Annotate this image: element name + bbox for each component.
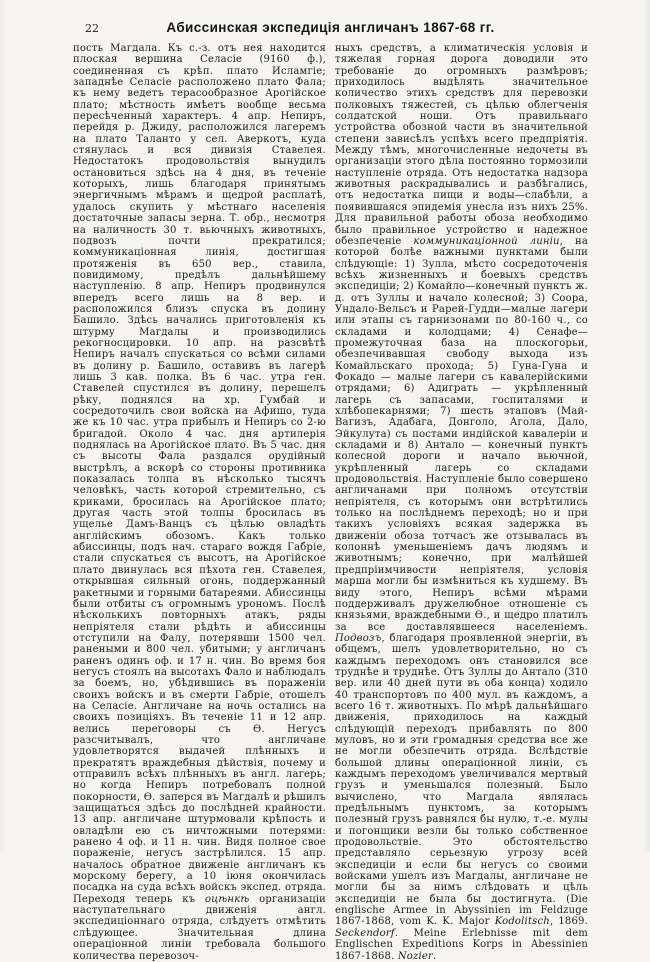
text-columns — [73, 43, 588, 962]
right-column — [335, 43, 588, 962]
text-run: пость Магдала. Къ с.-з. отъ нея находится плоская вершина Селасіе (9160 ф.), соединенная съ крѣп. плато Исламгіе; западнѣе Селасіе расположено плато Фала; къ нему ведетъ терасообразное Арогійское плато; мѣстность имѣетъ вообще весьма пересѣченный характеръ. 4 апр. Непиръ, перейдя р. Джиду, расположился лагеремъ на плато Таланто у сел. Аверкотъ, куда стянулась и вся дивизія Ставелея. Недостатокъ продовольствія вынудилъ остановиться здѣсь на 4 дня, въ теченіе которыхъ, лишь благодаря принятымъ энергичнымъ мѣрамъ и щедрой расплатѣ, удалось скупить у мѣстнаго населенія достаточные запасы зерна. Т. обр., несмотря на наличность 30 т. вьючныхъ животныхъ, подвозъ почти прекратился; коммуникаціонная линія, достигшая протяженія въ 650 вер., ставила, повидимому, предѣлъ дальнѣйшему наступленію. 8 апр. Непиръ продвинулся впередъ всего лишь на 8 вер. и расположился близъ спуска въ долину Башило. Здѣсь начались приготовленія къ штурму Магдалы и производились рекогносцировки. 10 апр. на разсвѣтѣ Непиръ началъ спускаться со всѣми силами въ долину р. Башило, оставивъ въ лагерѣ лишь 3 кав. полка. Въ 6 час. утра ген. Ставелей спустился въ долину, перешелъ рѣку, поднялся на хр. Гумбай и сосредоточилъ свои войска на Афишо, туда же къ 10 час. утра прибылъ и Непиръ со 2-ю бригадой. Около 4 час. дня артилерія поднялась на Арогійское плато. Въ 5 час. дня съ высоты Фала раздался орудійный выстрѣлъ, а вскорѣ со стороны противника показалась толпа въ нѣсколько тысячъ человѣкъ, часть которой стремительно, съ криками, бросилась на Арогійское плато; другая часть этой толпы бросилась въ ущелье Дамъ-Ванцъ съ цѣлью овладѣть англійскимъ обозомъ. Какъ только абиссинцы, подъ нач. стараго вождя Габріе, стали спускаться съ высотъ, на Арогійское плато двинулась вся пѣхота ген. Ставелея, открывшая сильный огонь, поддержанный ракетными и горными батареями. Абиссинцы были отбиты съ огромнымъ урономъ. Послѣ нѣсколькихъ повторныхъ атакъ, ряды непріятеля стали рѣдѣть и абиссинцы отступили на Фалу, потерявши 1500 чел. ранеными и 800 чел. убитыми; у англичанъ раненъ одинъ оф. и 17 н. чин. Во время боя негусъ стоялъ на высотахъ Фало и наблюдалъ за боемъ, но, убѣдившись въ пораженіи своихъ войскъ и въ смерти Габріе, отошелъ на Селасіе. Англичане на ночь остались на своихъ позиціяхъ. Въ теченіе 11 и 12 апр. велись переговоры съ Ѳ. Негусъ разсчитывалъ, что англичане удовлетворятся выдачей плѣнныхъ и прекратятъ враждебныя дѣйствія, почему и отправилъ всѣхъ плѣнныхъ въ англ. лагерь; но когда Непиръ потребовалъ полной покорности, Ѳ. заперся въ Магдалѣ и рѣшилъ защищаться здѣсь до послѣдней крайности. 13 апр. англичане штурмовали крѣпость и овладѣли ею съ ничтожными потерями: ранено 4 оф. и 11 н. чин. Видя полное свое пораженіе, негусъ застрѣлился. 15 апр. началось обратное движеніе англичанъ къ морскому берегу, а 10 іюня окончилась посадка на суда всѣхъ войскъ экспед. отряда. Переходя теперь къ — [73, 43, 326, 905]
text-run-italic: оцѣнкѣ — [204, 893, 250, 905]
text-run: . Meine Erlebnisse mit dem Englischen Expeditions Korps in Abessinien 1867-1868. — [335, 927, 588, 962]
text-run-italic: Kodolitsch — [494, 916, 550, 928]
text-run-italic: Nozier — [397, 950, 433, 962]
text-run-italic: Подвозъ — [335, 632, 382, 644]
text-run: , на которой болѣе важными пунктами были слѣдующіе: 1) Зулла, мѣсто сосредоточенія всѣхъ жизненныхъ и боевыхъ средствъ экспедиціи; 2) Комайло—конечный пунктъ ж. д. отъ Зуллы и начало колесной; 3) Соора, Ундало-Вельсъ и Рарей-Гудди—малые лагери или этапы съ гарнизонами по 80-160 ч., со складами и колодцами; 4) Сенафе—промежуточная база на плоскогорьи, обезпечивавшая свободу выхода изъ Комайльскаго прохода; 5) Гуна-Гуна и Фокадо — малые лагери съ кавалерійскими отрядами; 6) Адиграть — укрѣпленный лагерь съ запасами, госпиталями и хлѣбопекарнями; 7) шесть этаповъ (Май-Вагизъ, Адабага, Донголо, Агола, Дало, Эйкулута) съ постами индійской кавалеріи и складами и 8) Антало — конечный пунктъ колесной дороги и начало вьючной, укрѣпленный лагерь со складами продовольствія. Наступленіе было совершено англичанами при полномъ отсутствіи непріятеля, съ которымъ они встрѣтились только на послѣднемъ переходѣ; но и при такихъ условіяхъ всякая задержка въ движеніи обоза тотчасъ же отзывалась въ колоннѣ уменьшеніемъ дачъ людямъ и животнымъ; конечно, при малѣйшей предпріимчивости непріятеля, условія марша могли бы измѣниться къ худшему. Въ виду этого, Непиръ всѣми мѣрами поддерживалъ дружелюбное отношеніе съ князьями, враждебными Ѳ., и щедро платилъ за все доставлявшееся населеніемъ. — [335, 235, 588, 633]
running-header — [73, 20, 588, 38]
text-run: организаціи наступательнаго движенія англ. экспедиціоннаго отряда, слѣдуетъ отмѣтить слѣдующее. Значительная длина операціонной линіи требовала большого количества перевозоч- — [73, 893, 326, 962]
page-title: Абиссинская экспедиція англичанъ 1867-68 гг. — [166, 20, 495, 35]
text-run: , 1869. — [549, 916, 588, 928]
text-run-italic: коммуникаціонной линіи — [413, 235, 560, 247]
text-run: ныхъ средствъ, а климатическія условія и тяжелая горная дорога доводили это требованіе до огромныхъ размѣровъ; приходилось выдѣлять значительное количество этихъ средствъ для перевозки полковыхъ тяжестей, съ цѣлью облегченія солдатской ноши. Отъ правильнаго устройства обозной части въ значительной степени зависѣлъ успѣхъ всего предпріятія. Между тѣмъ, многочисленные недочеты въ организаціи этого дѣла постоянно тормозили наступленіе отряда. Отъ недостатка надзора животныя раскрадывались и разбѣгались, отъ недостатка пищи и воды—слабѣли, а появившаяся эпидемія унесла изъ нихъ 25%. Для правильной работы обоза необходимо было правильное устройство и надежное обезпеченіе — [335, 43, 588, 247]
text-run: . — [432, 950, 437, 962]
right-column-text — [335, 43, 588, 962]
text-run-italic: Seckendorf — [335, 927, 395, 939]
text-run: , благодаря проявленной энергіи, въ общемъ, шелъ удовлетворительно, но съ каждымъ переходомъ онъ становился все труднѣе и труднѣе. Отъ Зуллы до Антало (310 вер. или 40 дней пути въ оба конца) ходило 40 транспортовъ по 400 мул. въ каждомъ, а всего 16 т. животныхъ. По мѣрѣ дальнѣйшаго движенія, приходилось на каждый слѣдующій переходъ прибавлять по 800 муловъ, но и эти громадныя средства все же не могли обезпечить отряда. Вслѣдствіе большой длины операціонной линіи, съ каждымъ переходомъ увеличивался мертвый грузъ и уменьшался полезный. Было вычислено, что Магдала являлась предѣльнымъ пунктомъ, за которымъ полезный грузъ равнялся бы нулю, т.-е. мулы и погонщики везли бы только собственное продовольствіе. Это обстоятельство представляло серьезную угрозу всей экспедиціи и если бы негусъ со своими войсками ушелъ изъ Магдалы, англичане не могли бы за нимъ слѣдовать и цѣль экспедиціи не была бы достигнута. (Die englische Armee in Abyssinien im Feldzuge 1867-1868, vom K. K. Major — [335, 632, 588, 928]
page-number: 22 — [85, 22, 99, 35]
left-column — [73, 43, 326, 962]
left-column-text — [73, 43, 326, 962]
